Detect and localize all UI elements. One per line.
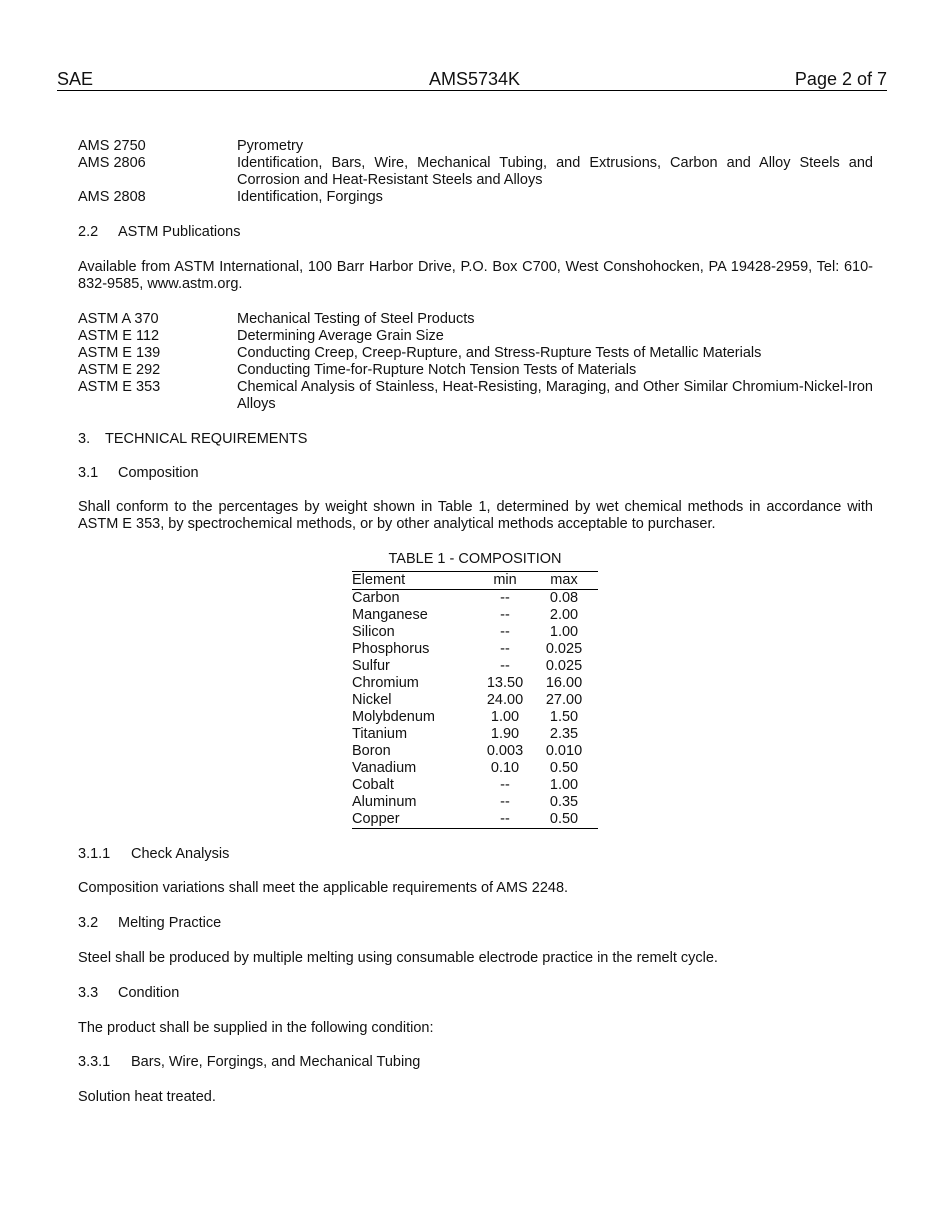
element-cell: Phosphorus <box>352 641 430 658</box>
section-title: Composition <box>118 465 199 481</box>
min-cell: 0.10 <box>490 760 520 777</box>
element-cell: Nickel <box>352 692 392 709</box>
astm-reference-list <box>78 311 873 413</box>
element-cell: Carbon <box>352 590 400 607</box>
reference-code: ASTM E 353 <box>78 379 161 395</box>
melting-practice-paragraph: Steel shall be produced by multiple melting using consumable electrode practice in the remelt cycle. <box>78 950 718 966</box>
element-cell: Cobalt <box>352 777 394 794</box>
section-heading-3-3 <box>78 985 179 1002</box>
reference-row <box>78 189 873 206</box>
reference-row <box>78 362 873 379</box>
table-row <box>352 692 598 709</box>
min-cell: 1.00 <box>490 709 520 726</box>
min-cell: 1.90 <box>490 726 520 743</box>
min-cell: 24.00 <box>486 692 524 709</box>
max-cell: 0.025 <box>545 658 583 675</box>
max-cell: 16.00 <box>545 675 583 692</box>
min-cell: 0.003 <box>486 743 524 760</box>
reference-code: ASTM E 139 <box>78 345 161 361</box>
section-number: 3.3 <box>78 985 99 1001</box>
table-title: TABLE 1 - COMPOSITION <box>388 551 562 567</box>
reference-row <box>78 379 873 413</box>
header-doc-number: AMS5734K <box>429 69 521 89</box>
section-title: Melting Practice <box>118 915 222 931</box>
reference-code: AMS 2750 <box>78 138 146 154</box>
table-row <box>352 760 598 777</box>
ams-reference-list <box>78 138 873 206</box>
section-title: Bars, Wire, Forgings, and Mechanical Tubing <box>131 1054 421 1070</box>
header-page-number: Page 2 of 7 <box>794 69 887 89</box>
section-heading-3-3-1 <box>78 1054 420 1071</box>
element-cell: Molybdenum <box>352 709 436 726</box>
table-header-row <box>352 572 598 590</box>
solution-heat-treated-paragraph: Solution heat treated. <box>78 1089 216 1105</box>
composition-table <box>352 571 598 829</box>
max-cell: 0.08 <box>549 590 579 607</box>
column-header: max <box>550 572 578 589</box>
element-cell: Aluminum <box>352 794 417 811</box>
max-cell: 0.35 <box>549 794 579 811</box>
element-cell: Sulfur <box>352 658 390 675</box>
section-heading-2-2 <box>78 224 241 241</box>
section-heading-3 <box>78 431 307 448</box>
reference-row <box>78 345 873 362</box>
section-title: Condition <box>118 985 180 1001</box>
min-cell: -- <box>500 590 510 607</box>
element-cell: Boron <box>352 743 391 760</box>
table-row <box>352 641 598 658</box>
max-cell: 0.025 <box>545 641 583 658</box>
reference-code: AMS 2806 <box>78 155 146 171</box>
column-header: Element <box>352 572 406 589</box>
reference-row <box>78 328 873 345</box>
table-row <box>352 607 598 624</box>
reference-code: ASTM A 370 <box>78 311 159 327</box>
reference-title: Conducting Time-for-Rupture Notch Tension Tests of Materials <box>237 362 637 378</box>
min-cell: -- <box>500 658 510 675</box>
reference-code: AMS 2808 <box>78 189 146 205</box>
max-cell: 2.35 <box>549 726 579 743</box>
table-row <box>352 743 598 760</box>
composition-paragraph: Shall conform to the percentages by weight shown in Table 1, determined by wet chemical methods in accordance with ASTM E 353, by spectrochemical methods, or by other analytical methods acceptable to purchaser. <box>78 499 873 532</box>
element-cell: Vanadium <box>352 760 417 777</box>
max-cell: 1.00 <box>549 777 579 794</box>
section-number: 3.1.1 <box>78 846 111 862</box>
min-cell: -- <box>500 811 510 828</box>
section-title: Check Analysis <box>131 846 230 862</box>
header-org: SAE <box>57 69 94 89</box>
table-row <box>352 675 598 692</box>
section-number: 3.2 <box>78 915 99 931</box>
section-number: 3.1 <box>78 465 99 481</box>
check-analysis-paragraph: Composition variations shall meet the applicable requirements of AMS 2248. <box>78 880 569 896</box>
table-row <box>352 658 598 675</box>
reference-title: Conducting Creep, Creep-Rupture, and Stress-Rupture Tests of Metallic Materials <box>237 345 762 361</box>
section-heading-3-1-1 <box>78 846 229 863</box>
min-cell: -- <box>500 794 510 811</box>
section-title: ASTM Publications <box>118 224 241 240</box>
min-cell: 13.50 <box>486 675 524 692</box>
min-cell: -- <box>500 607 510 624</box>
table-row <box>352 624 598 641</box>
reference-title: Determining Average Grain Size <box>237 328 444 344</box>
table-row <box>352 777 598 794</box>
element-cell: Chromium <box>352 675 419 692</box>
condition-paragraph: The product shall be supplied in the following condition: <box>78 1020 434 1036</box>
reference-row <box>78 155 873 189</box>
reference-row <box>78 138 873 155</box>
reference-code: ASTM E 112 <box>78 328 160 344</box>
min-cell: -- <box>500 777 510 794</box>
max-cell: 0.50 <box>549 811 579 828</box>
element-cell: Copper <box>352 811 400 828</box>
table-row <box>352 811 598 829</box>
reference-title: Mechanical Testing of Steel Products <box>237 311 475 327</box>
section-number: 3. <box>78 431 91 447</box>
max-cell: 27.00 <box>545 692 583 709</box>
table-row <box>352 726 598 743</box>
table-row <box>352 794 598 811</box>
element-cell: Titanium <box>352 726 408 743</box>
max-cell: 1.00 <box>549 624 579 641</box>
reference-title: Identification, Bars, Wire, Mechanical Tubing, and Extrusions, Carbon and Alloy Steels and Corrosion and Heat-Resistant Steels and Alloys <box>237 155 873 188</box>
section-number: 3.3.1 <box>78 1054 111 1070</box>
max-cell: 1.50 <box>549 709 579 726</box>
reference-title: Identification, Forgings <box>237 189 383 205</box>
min-cell: -- <box>500 641 510 658</box>
max-cell: 0.50 <box>549 760 579 777</box>
section-title: TECHNICAL REQUIREMENTS <box>105 431 308 447</box>
element-cell: Silicon <box>352 624 395 641</box>
column-header: min <box>493 572 517 589</box>
astm-availability-paragraph: Available from ASTM International, 100 Barr Harbor Drive, P.O. Box C700, West Conshohocken, PA 19428-2959, Tel: 610-832-9585, www.astm.org. <box>78 259 873 292</box>
reference-title: Chemical Analysis of Stainless, Heat-Resisting, Maraging, and Other Similar Chromium-Nickel-Iron Alloys <box>237 379 873 412</box>
section-heading-3-1 <box>78 465 199 482</box>
min-cell: -- <box>500 624 510 641</box>
reference-row <box>78 311 873 328</box>
reference-code: ASTM E 292 <box>78 362 161 378</box>
element-cell: Manganese <box>352 607 428 624</box>
table-row <box>352 709 598 726</box>
reference-title: Pyrometry <box>237 138 304 154</box>
section-heading-3-2 <box>78 915 221 932</box>
max-cell: 0.010 <box>545 743 583 760</box>
page-header <box>57 68 887 91</box>
section-number: 2.2 <box>78 224 99 240</box>
max-cell: 2.00 <box>549 607 579 624</box>
table-row <box>352 590 598 608</box>
